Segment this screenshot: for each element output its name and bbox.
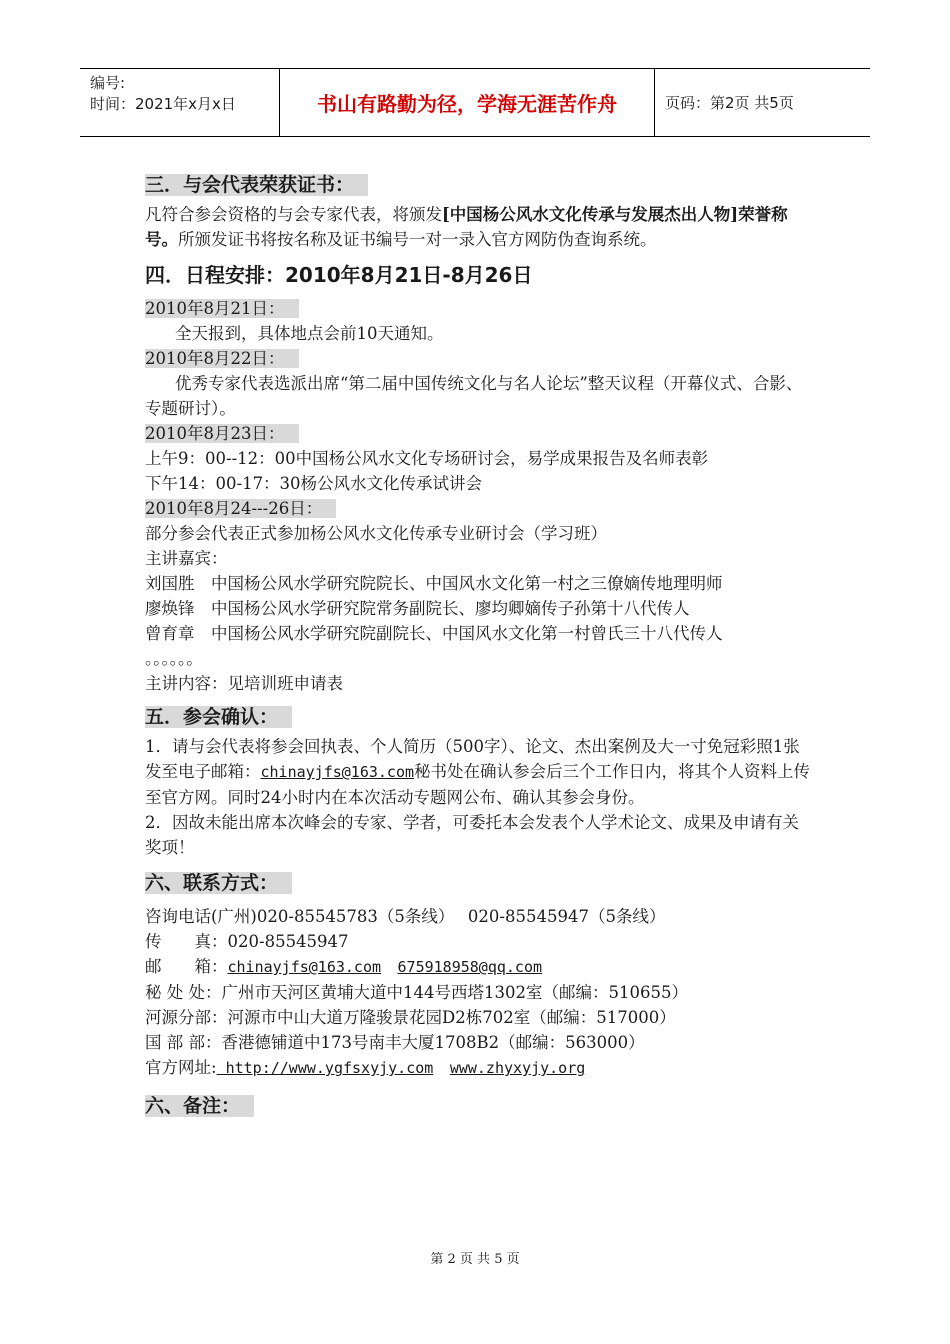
section-4-title: 四．日程安排：2010年8月21日-8月26日 bbox=[145, 263, 533, 287]
section-3-title: 三．与会代表荣获证书： bbox=[145, 168, 815, 202]
section-3-text: 凡符合参会资格的与会专家代表，将颁发[中国杨公风水文化传承与发展杰出人物]荣誉称号。所颁发证书将按名称及证书编号一对一录入官方网防伪查询系统。 bbox=[145, 205, 788, 249]
schedule-text-2: 优秀专家代表选派出席“第二届中国传统文化与名人论坛”整天议程（开幕仪式、合影、专题研讨）。 bbox=[145, 374, 803, 418]
header-motto: 书山有路勤为径，学海无涯苦作舟 bbox=[280, 69, 655, 136]
page-footer: 第 2 页 共 5 页 bbox=[430, 1252, 520, 1267]
contact-mail: 邮 箱：chinayjfs@163.com 675918958@qq.com bbox=[145, 957, 543, 976]
confirm-para-1: 1．请与会代表将参会回执表、个人简历（500字）、论文、杰出案例及大一寸免冠彩照1张发至电子邮箱：chinayjfs@163.com秘书处在确认参会后三个工作日内，将其个人资料上传至官方网。同时24小时内在本次活动专题网公布、确认其参会身份。 bbox=[145, 737, 811, 807]
guest-3: 曾育章 中国杨公风水学研究院副院长、中国风水文化第一村曾氏三十八代传人 bbox=[145, 624, 723, 643]
schedule-pm: 下午14：00-17：30杨公风水文化传承试讲会 bbox=[145, 474, 483, 493]
web-link-2[interactable]: www.zhyxyjy.org bbox=[449, 1059, 586, 1077]
schedule-text-4: 部分参会代表正式参加杨公风水文化传承专业研讨会（学习班） bbox=[145, 524, 607, 543]
section-5-title: 五．参会确认： bbox=[145, 700, 815, 734]
email-link-2[interactable]: 675918958@qq.com bbox=[397, 958, 543, 976]
page-header bbox=[80, 68, 870, 137]
guests-label: 主讲嘉宾： bbox=[145, 549, 228, 568]
header-meta bbox=[80, 69, 280, 136]
contact-heyuan: 河源分部：河源市中山大道万隆骏景花园D2栋702室（邮编：517000） bbox=[145, 1008, 676, 1027]
email-link[interactable]: chinayjfs@163.com bbox=[260, 763, 415, 781]
document-body bbox=[145, 168, 815, 1123]
confirm-para-2: 2．因故未能出席本次峰会的专家、学者，可委托本会发表个人学术论文、成果及申请有关奖项！ bbox=[145, 813, 799, 857]
code-label: 编号: bbox=[90, 74, 126, 92]
schedule-date-1: 2010年8月21日： bbox=[145, 296, 815, 321]
section-notes-title: 六、备注： bbox=[145, 1089, 815, 1123]
time-label: 时间：2021年x月x日 bbox=[90, 95, 236, 113]
ellipsis-dots: 。。。。。。 bbox=[145, 649, 203, 668]
header-page-info: 页码：第2页 共5页 bbox=[665, 94, 794, 112]
guest-1: 刘国胜 中国杨公风水学研究院院长、中国风水文化第一村之三僚嫡传地理明师 bbox=[145, 574, 723, 593]
email-link-1[interactable]: chinayjfs@163.com bbox=[227, 958, 382, 976]
web-link-1[interactable]: http://www.ygfsxyjy.com bbox=[216, 1059, 434, 1077]
schedule-text-1: 全天报到，具体地点会前10天通知。 bbox=[175, 324, 444, 343]
contact-web: 官方网址: http://www.ygfsxyjy.com www.zhyxyjy.org bbox=[145, 1058, 586, 1077]
lecture-content: 主讲内容：见培训班申请表 bbox=[145, 674, 343, 693]
contact-fax: 传 真：020-85545947 bbox=[145, 932, 349, 951]
schedule-date-3: 2010年8月23日： bbox=[145, 421, 815, 446]
schedule-date-2: 2010年8月22日： bbox=[145, 346, 815, 371]
contact-tel: 咨询电话(广州)020-85545783（5条线） 020-85545947（5条线） bbox=[145, 907, 666, 926]
schedule-date-4: 2010年8月24---26日： bbox=[145, 496, 815, 521]
section-6-title: 六、联系方式： bbox=[145, 866, 815, 900]
schedule-am: 上午9：00--12：00中国杨公风水文化专场研讨会，易学成果报告及名师表彰 bbox=[145, 449, 709, 468]
contact-hq: 国 部 部：香港德铺道中173号南丰大厦1708B2（邮编：563000） bbox=[145, 1033, 645, 1052]
contact-secretariat: 秘 处 处：广州市天河区黄埔大道中144号西塔1302室（邮编：510655） bbox=[145, 983, 688, 1002]
guest-2: 廖焕锋 中国杨公风水学研究院常务副院长、廖均卿嫡传子孙第十八代传人 bbox=[145, 599, 690, 618]
